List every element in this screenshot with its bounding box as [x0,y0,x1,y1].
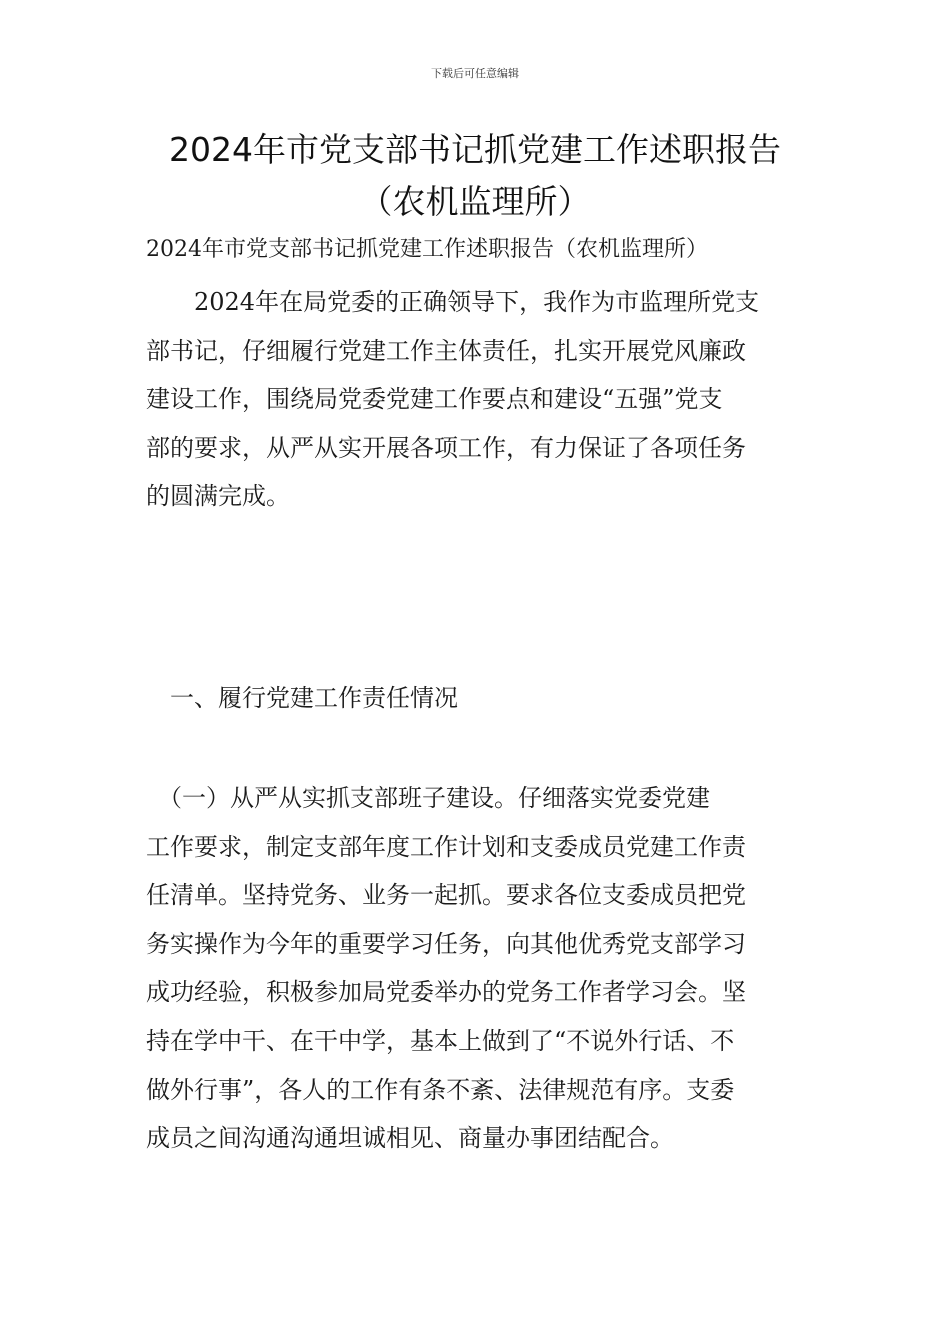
section-heading [146,674,806,723]
page-header-note: 下载后可任意编辑 [431,67,519,80]
intro-line: 建设工作，围绕局党委党建工作要点和建设“五强”党支 [146,385,723,414]
document-title [100,124,850,228]
intro-line: 部的要求，从严从实开展各项工作，有力保证了各项任务 [146,433,746,462]
paragraph-line: 持在学中干、在干中学，基本上做到了“不说外行话、不 [146,1026,735,1055]
title-line-1: 2024年市党支部书记抓党建工作述职报告 [169,130,781,169]
intro-paragraph [146,278,806,521]
intro-line: 2024年在局党委的正确领导下，我作为市监理所党支 [146,288,760,316]
title-line-2: （农机监理所） [359,182,591,221]
paragraph-line: 做外行事”，各人的工作有条不紊、法律规范有序。支委 [146,1075,735,1104]
document-subtitle: 2024年市党支部书记抓党建工作述职报告（农机监理所） [146,237,708,262]
paragraph-line: 工作要求，制定支部年度工作计划和支委成员党建工作责 [146,832,746,861]
intro-line: 部书记，仔细履行党建工作主体责任，扎实开展党风廉政 [146,336,746,365]
paragraph-line: 任清单。坚持党务、业务一起抓。要求各位支委成员把党 [146,881,746,910]
paragraph-line: 成功经验，积极参加局党委举办的党务工作者学习会。坚 [146,978,746,1007]
paragraph-line: （一）从严从实抓支部班子建设。仔细落实党委党建 [146,784,710,812]
paragraph-line: 成员之间沟通沟通坦诚相见、商量办事团结配合。 [146,1124,674,1153]
intro-line: 的圆满完成。 [146,482,290,511]
section-heading-text: 一、履行党建工作责任情况 [146,684,458,712]
section-paragraph [146,774,806,1163]
paragraph-line: 务实操作为今年的重要学习任务，向其他优秀党支部学习 [146,929,746,958]
